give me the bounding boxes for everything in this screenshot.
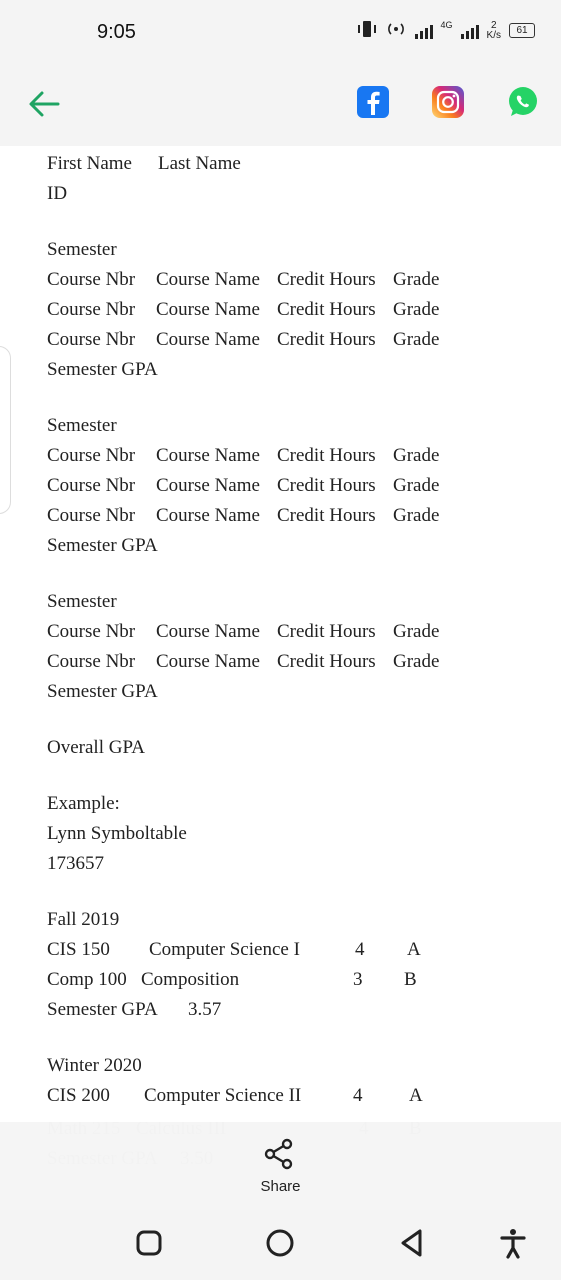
facebook-icon[interactable] [356, 85, 390, 119]
semester-gpa-label: Semester GPA [47, 359, 158, 380]
instagram-icon[interactable] [431, 85, 465, 119]
last-name-label: Last Name [158, 153, 241, 174]
whatsapp-icon[interactable] [506, 85, 540, 119]
side-drawer-handle[interactable] [0, 346, 11, 514]
signal-2-icon [461, 23, 479, 39]
home-icon[interactable] [264, 1227, 296, 1259]
app-header [0, 64, 561, 146]
status-icons [357, 20, 535, 41]
hotspot-icon [385, 21, 407, 40]
id-label: ID [47, 183, 68, 204]
example-heading: Example: [47, 793, 120, 814]
network-speed: 2 K/s [486, 19, 501, 41]
recents-icon[interactable] [133, 1227, 165, 1259]
semester-gpa-label: Semester GPA [47, 535, 158, 556]
student-id: 173657 [47, 853, 104, 874]
term-heading: Winter 2020 [47, 1055, 142, 1076]
semester-gpa-label: Semester GPA [47, 681, 158, 702]
semester-gpa-value: 3.57 [188, 999, 222, 1020]
battery-icon: 61 [509, 23, 535, 38]
signal-icon [415, 23, 433, 39]
share-icon[interactable] [263, 1138, 295, 1170]
term-heading: Fall 2019 [47, 909, 120, 930]
network-type: 4G [440, 20, 453, 30]
first-name-label: First Name [47, 153, 132, 174]
arrow-left-icon[interactable] [26, 86, 62, 122]
semester-label: Semester [47, 415, 117, 436]
document-view[interactable]: First Name Last Name ID Semester Course Nbr Course Name Credit Hours Grade Course Nbr Course Name Credit Hours Grade Course Nbr Course Name Credit Hours Grade Semester GPA Semester Course Nbr Course Name Credit Hours Grade Course Nbr Course Name Credit Hours Grade Course Nbr Course Name Credit Hours Grade Semester GPA Semester Course Nbr Course Name Credit Hours Grade Course Nbr Course Name Credit Hours Grade Semester GPA Overall GPA Example: Lynn Symboltable 173657 Fall 2019 CIS 150 Computer Science I 4 A Comp 100 Composition 3 B Semester GPA 3.57 Winter 2020 CIS 200 Computer Science II 4 A [0, 146, 561, 1122]
accessibility-icon[interactable] [497, 1227, 529, 1259]
status-bar [0, 0, 561, 64]
semester-label: Semester [47, 591, 117, 612]
semester-label: Semester [47, 239, 117, 260]
navigation-bar [0, 1210, 561, 1280]
status-time: 9:05 [97, 21, 136, 43]
back-nav-icon[interactable] [396, 1227, 428, 1259]
vibrate-icon [357, 20, 377, 41]
share-label[interactable]: Share [260, 1178, 301, 1195]
overall-gpa-label: Overall GPA [47, 737, 145, 758]
student-name: Lynn Symboltable [47, 823, 187, 844]
